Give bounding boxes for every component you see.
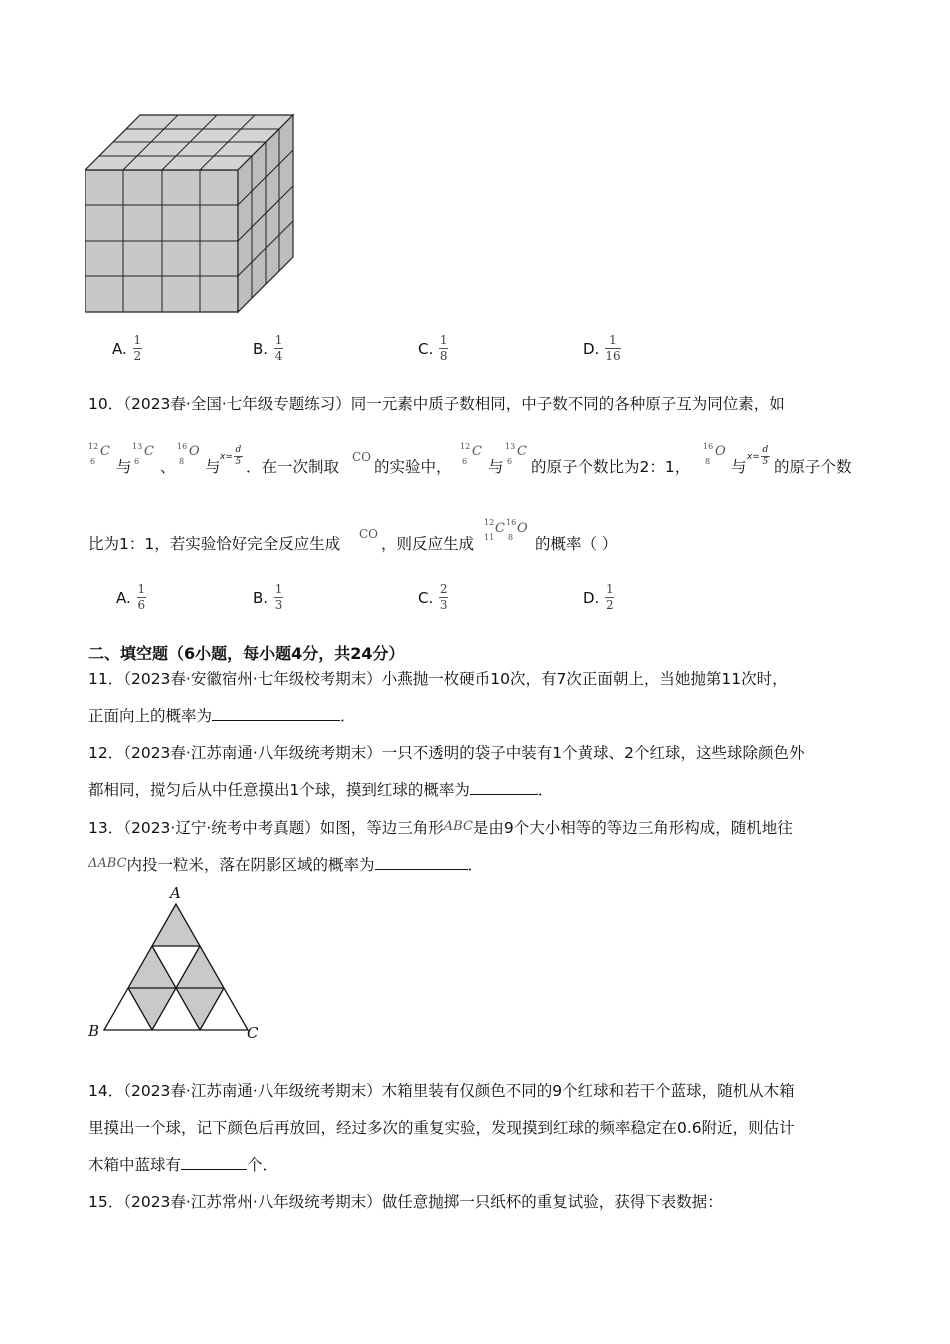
q10-option-c[interactable] xyxy=(418,583,448,612)
q14-line2: 里摸出一个球，记下颜色后再放回，经过多次的重复实验，发现摸到红球的频率稳定在0.6附近，则估计 xyxy=(88,1119,795,1137)
q12-line1: 12．（2023春·江苏南通·八年级统考期末）一只不透明的袋子中装有1个黄球、2个红球，这些球除颜色外 xyxy=(88,744,805,762)
co-formula: CO xyxy=(359,527,379,541)
q10-text: 与 xyxy=(205,458,221,476)
q10-text: 的概率（ ） xyxy=(535,535,618,553)
fraction: $\frac{1}{2}$ xyxy=(606,582,614,612)
fraction: $\frac{1}{16}$ xyxy=(605,333,621,363)
q10-text: ．在一次制取 xyxy=(246,458,340,476)
q9-option-a[interactable] xyxy=(112,334,142,363)
q14-line3: 木箱中蓝球有 个． xyxy=(88,1156,279,1174)
isotope-c12: 12 6 C xyxy=(460,442,482,466)
isotope-o16: 16 8 O xyxy=(703,442,726,466)
co-formula: CO xyxy=(352,450,372,464)
isotope-x: x= $\frac{d}{5}$ xyxy=(220,445,242,467)
fraction: $\frac{2}{3}$ xyxy=(439,582,448,612)
isotope-c13: 13 6 C xyxy=(505,442,527,466)
q10-text: 的原子个数比为2：1， xyxy=(531,458,691,476)
q9-option-c[interactable] xyxy=(418,334,448,363)
fraction: $\frac{1}{4}$ xyxy=(274,333,283,363)
fraction: $\frac{1}{3}$ xyxy=(274,582,283,612)
vertex-label-b: B xyxy=(88,1022,100,1040)
math-abc: ABC xyxy=(443,819,473,834)
q10-text: 的原子个数 xyxy=(774,458,852,476)
option-letter: B. xyxy=(253,588,269,607)
section-heading: 二、填空题（6小题，每小题4分，共24分） xyxy=(88,644,405,663)
q11-line1: 11．（2023春·安徽宿州·七年级校考期末）小燕抛一枚硬币10次，有7次正面朝上，当她抛第11次时， xyxy=(88,670,788,688)
q10-text: 、 xyxy=(160,458,176,476)
answer-blank[interactable] xyxy=(212,705,340,721)
isotope-x: x= $\frac{d}{5}$ xyxy=(747,445,769,467)
isotope-product: 12 11 C 16 8 O xyxy=(484,518,528,542)
q10-text: ，则反应生成 xyxy=(381,535,475,553)
q10-text: 比为1：1，若实验恰好完全反应生成 xyxy=(88,535,341,553)
option-letter: D. xyxy=(583,339,600,358)
option-letter: D. xyxy=(583,588,600,607)
q13-line2: ΔABC内投一粒米，落在阴影区域的概率为 ． xyxy=(88,856,484,874)
option-letter: A. xyxy=(112,339,127,358)
answer-blank[interactable] xyxy=(470,779,538,795)
option-letter: C. xyxy=(418,588,434,607)
q12-line2: 都相同，搅匀后从中任意摸出1个球，摸到红球的概率为 ． xyxy=(88,781,554,799)
q13-line1: 13．（2023·辽宁·统考中考真题）如图，等边三角形ABC是由9个大小相等的等边三角形构成，随机地往 xyxy=(88,819,793,837)
q9-option-b[interactable] xyxy=(253,334,283,363)
fraction: $\frac{1}{2}$ xyxy=(133,333,142,363)
q10-text: 的实验中， xyxy=(374,458,452,476)
triangle-figure xyxy=(86,884,266,1044)
answer-blank[interactable] xyxy=(181,1154,247,1170)
q10-option-d[interactable] xyxy=(583,583,614,612)
fraction: $\frac{1}{6}$ xyxy=(137,582,146,612)
option-letter: B. xyxy=(253,339,269,358)
q11-line2: 正面向上的概率为 ． xyxy=(88,707,356,725)
q10-line1: 10．（2023春·全国·七年级专题练习）同一元素中质子数相同，中子数不同的各种原子互为同位素，如 xyxy=(88,395,785,413)
answer-blank[interactable] xyxy=(375,854,468,870)
q15-line1: 15．（2023春·江苏常州·八年级统考期末）做任意抛掷一只纸杯的重复试验，获得下表数据： xyxy=(88,1193,723,1211)
option-letter: A. xyxy=(116,588,131,607)
q10-text: 与 xyxy=(116,458,132,476)
q10-text: 与 xyxy=(731,458,747,476)
isotope-c13: 13 6 C xyxy=(132,442,154,466)
q10-option-b[interactable] xyxy=(253,583,283,612)
math-delta-abc: ΔABC xyxy=(88,856,127,871)
cube-figure xyxy=(85,112,297,316)
q10-text: 与 xyxy=(488,458,504,476)
isotope-o16: 16 8 O xyxy=(177,442,200,466)
isotope-c12: 12 6 C xyxy=(88,442,110,466)
q14-line1: 14．（2023春·江苏南通·八年级统考期末）木箱里装有仅颜色不同的9个红球和若干个蓝球，随机从木箱 xyxy=(88,1082,795,1100)
vertex-label-a: A xyxy=(170,884,181,902)
q10-option-a[interactable] xyxy=(116,583,146,612)
fraction: $\frac{1}{8}$ xyxy=(439,333,448,363)
q9-option-d[interactable] xyxy=(583,334,621,363)
option-letter: C. xyxy=(418,339,434,358)
vertex-label-c: C xyxy=(247,1024,259,1042)
